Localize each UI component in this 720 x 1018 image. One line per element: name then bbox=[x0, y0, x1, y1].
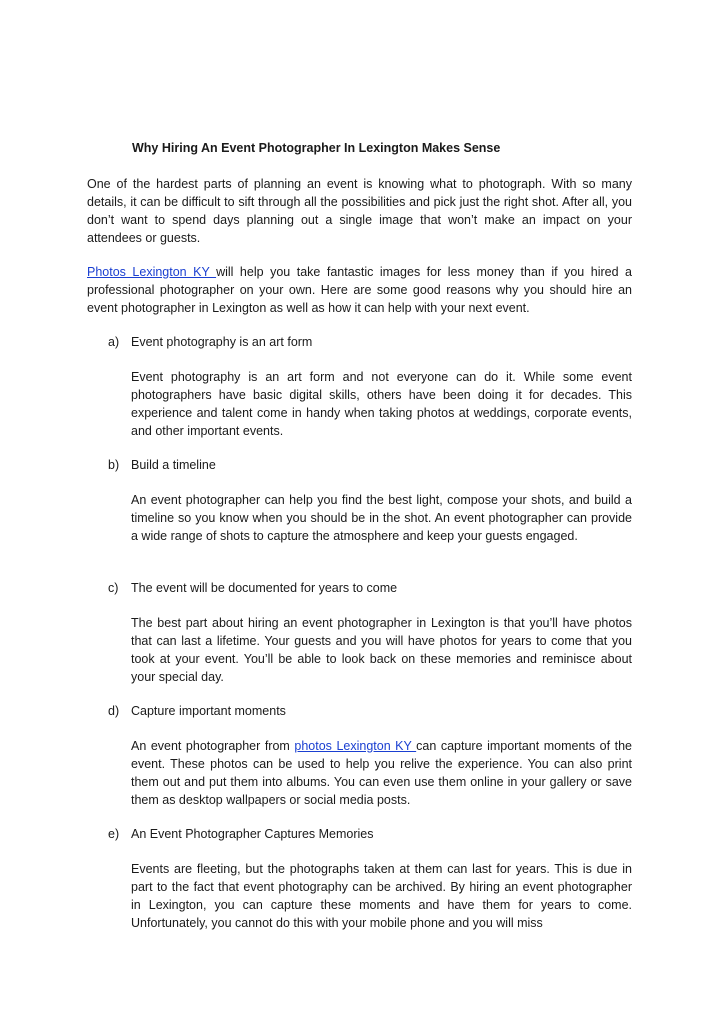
intro-paragraph: One of the hardest parts of planning an event is knowing what to photograph. With so many details, it can be difficult to sift through all the possibilities and pick just the right shot. After all, you don’t want to spend days planning out a single image that won’t make an impact on your attendees or guests. bbox=[87, 177, 632, 245]
document-title: Why Hiring An Event Photographer In Lexington Makes Sense bbox=[132, 141, 501, 155]
list-item-body: Events are fleeting, but the photographs taken at them can last for years. This is due in part to the fact that event photography can be archived. By hiring an event photographer in Lexington, you can capture these moments and have them for years to come. Unfortunately, you cannot do this with your mobile phone and you will miss bbox=[131, 862, 632, 930]
list-marker: e) bbox=[108, 827, 120, 841]
list-heading-text: The event will be documented for years to come bbox=[131, 581, 398, 595]
intro-paragraph-2 bbox=[87, 263, 632, 317]
list-item-heading bbox=[108, 456, 216, 474]
paragraph-text: An event photographer from bbox=[131, 739, 295, 753]
paragraph-text: will help you take fantastic images for less money than if you hired a professional photographer on your own. Here are some good reasons why you should hire an event photographer in Lexington as well as how it can help with your next event. bbox=[87, 265, 632, 315]
list-heading-text: Event photography is an art form bbox=[131, 335, 313, 349]
list-marker: a) bbox=[108, 335, 120, 349]
list-item-body: An event photographer can help you find the best light, compose your shots, and build a timeline so you know when you should be in the shot. An event photographer can provide a wide range of shots to capture the atmosphere and keep your guests engaged. bbox=[131, 493, 632, 543]
paragraph-text: can capture important moments of the event. These photos can be used to help you relive the experience. You can also print them out and put them into albums. You can even use them online in your gallery or save them as desktop wallpapers or social media posts. bbox=[131, 739, 632, 807]
list-item-heading bbox=[108, 702, 286, 720]
list-item-heading bbox=[108, 333, 312, 351]
list-marker: c) bbox=[108, 581, 119, 595]
photos-lexington-link[interactable]: photos Lexington KY bbox=[294, 739, 417, 753]
list-heading-text: An Event Photographer Captures Memories bbox=[131, 827, 374, 841]
list-item-heading bbox=[108, 579, 397, 597]
list-item-heading bbox=[108, 825, 374, 843]
list-heading-text: Build a timeline bbox=[131, 458, 216, 472]
list-item-body: Event photography is an art form and not everyone can do it. While some event photographers have basic digital skills, others have been doing it for decades. This experience and talent come in handy when taking photos at weddings, corporate events, and other important events. bbox=[131, 370, 632, 438]
list-item-body bbox=[131, 737, 632, 809]
list-heading-text: Capture important moments bbox=[131, 704, 286, 718]
list-marker: d) bbox=[108, 704, 120, 718]
list-item-body: The best part about hiring an event photographer in Lexington is that you’ll have photos that can last a lifetime. Your guests and you will have photos for years to come that you took at your event. You’ll be able to look back on these memories and reminisce about your special day. bbox=[131, 616, 632, 684]
photos-lexington-link[interactable]: Photos Lexington KY bbox=[87, 265, 217, 279]
list-marker: b) bbox=[108, 458, 120, 472]
